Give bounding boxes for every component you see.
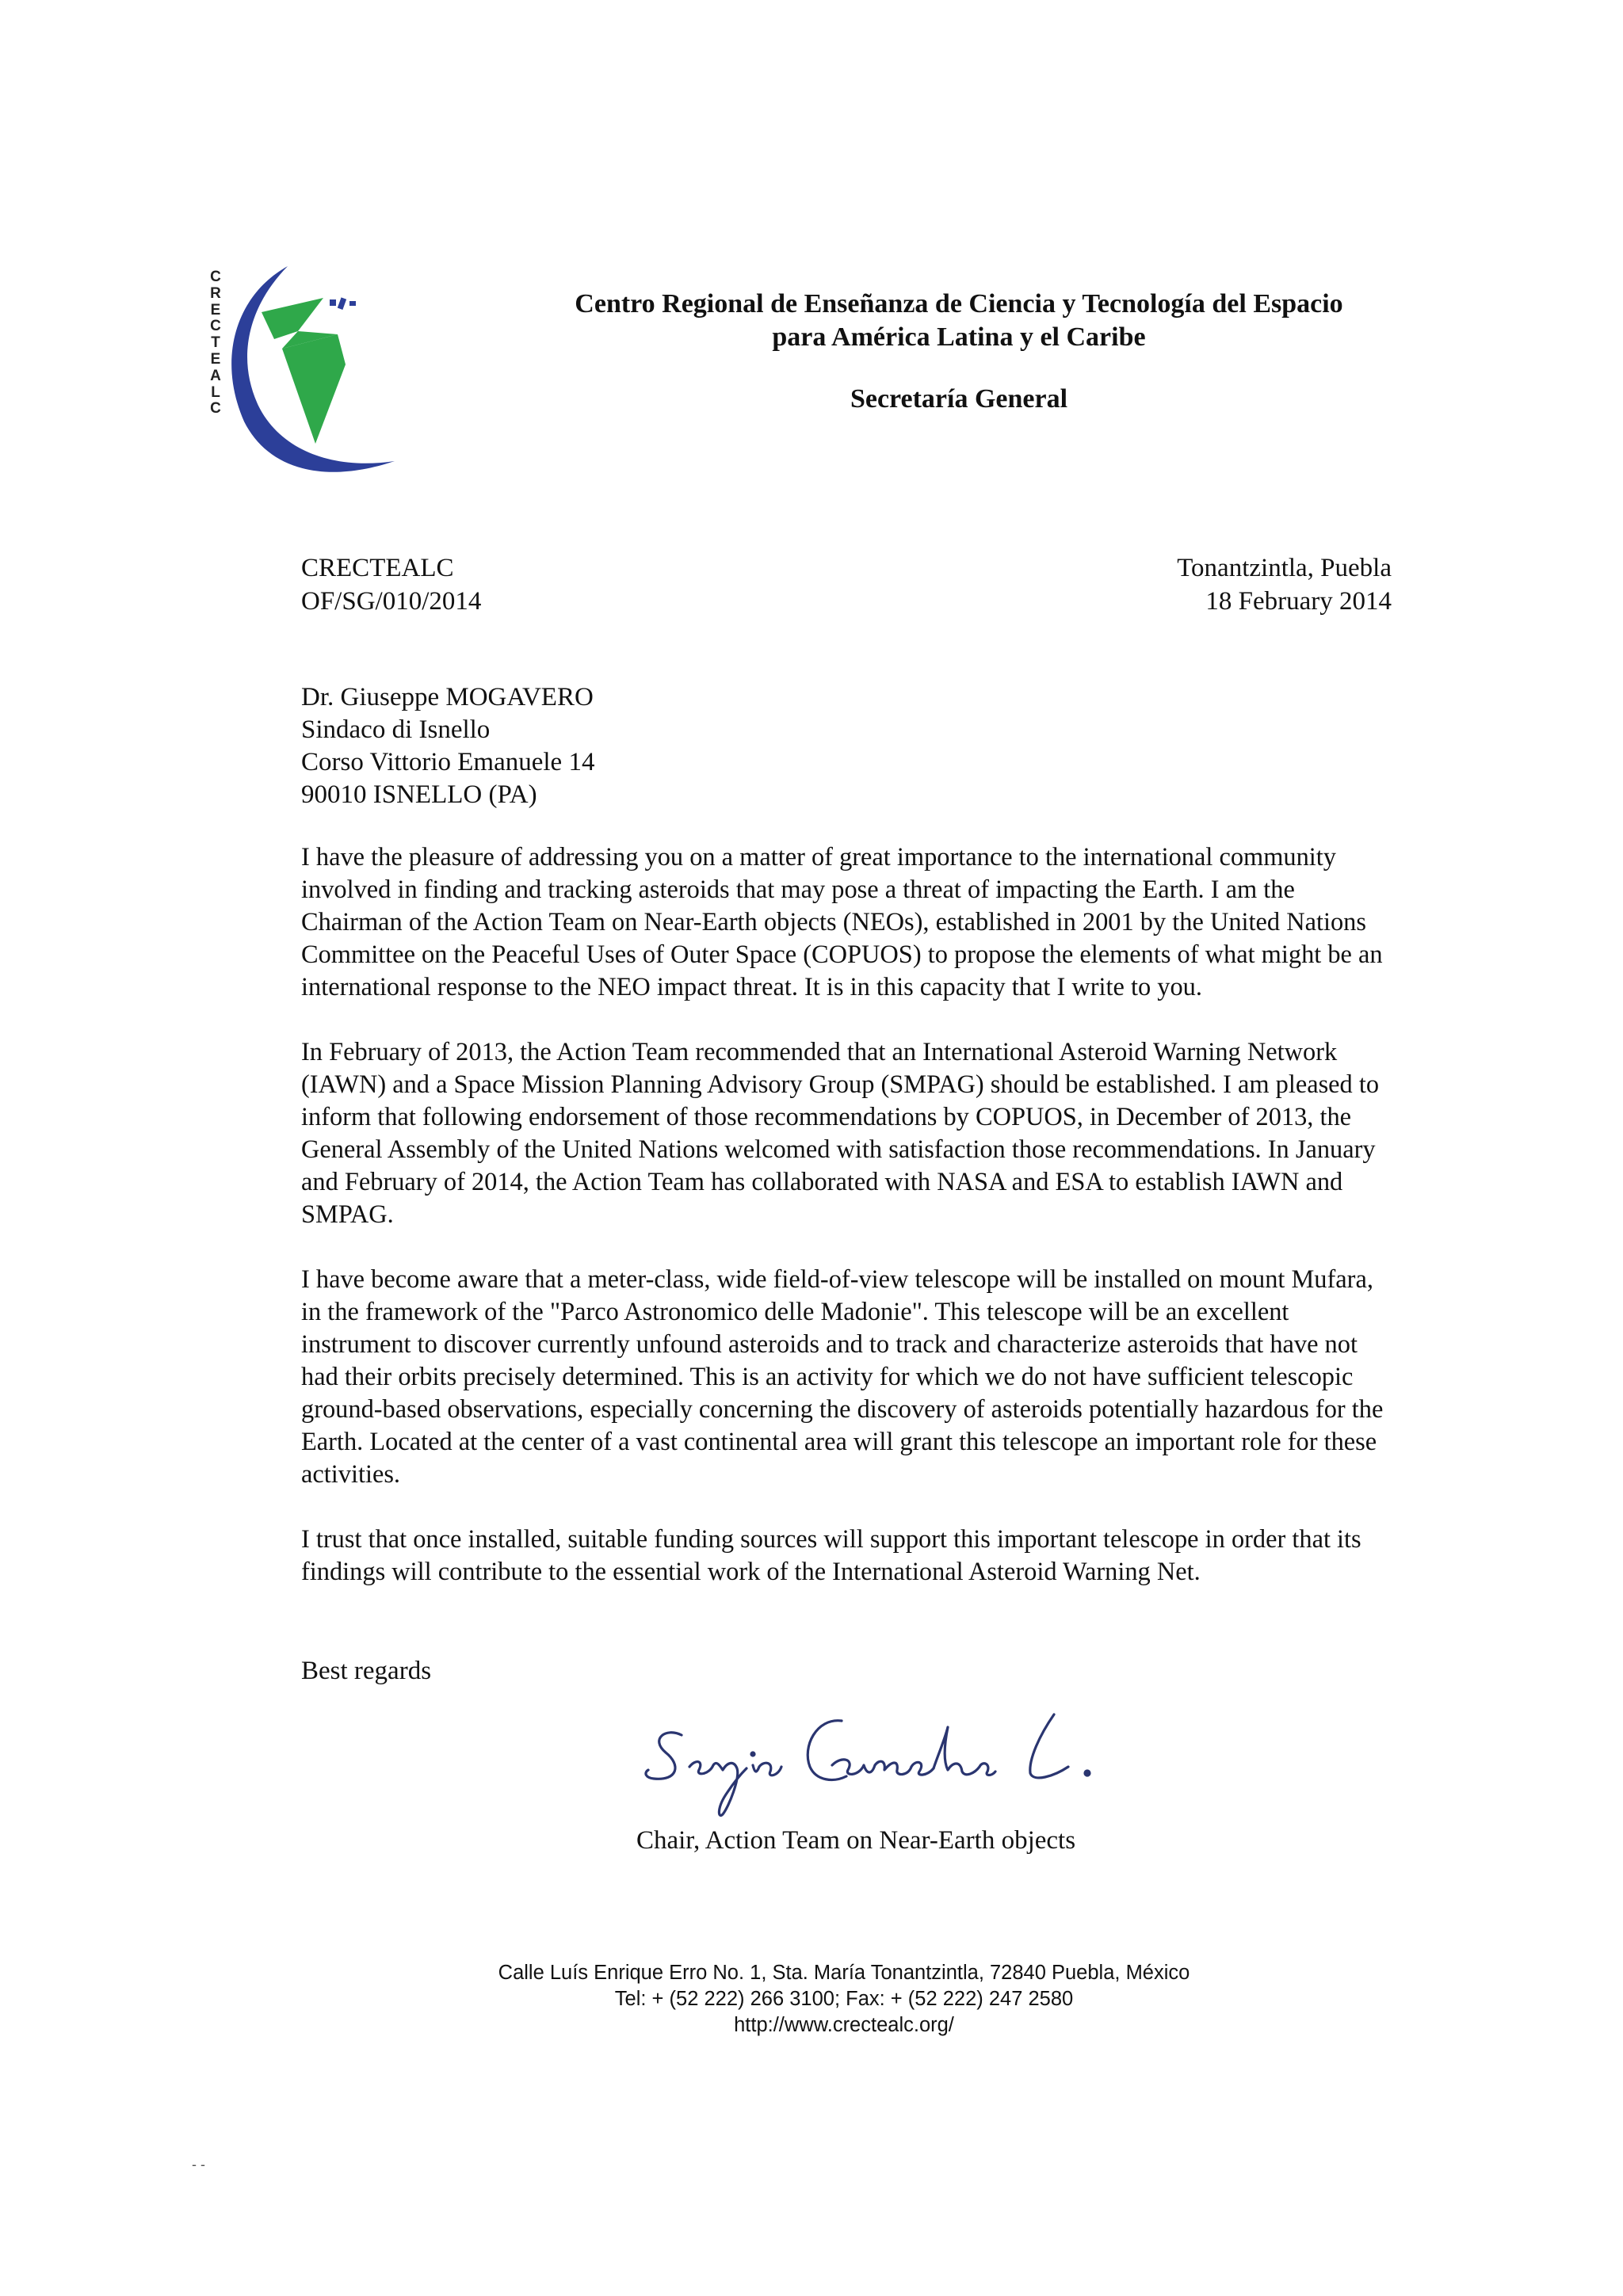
place: Tonantzintla, Puebla xyxy=(1177,554,1392,582)
recipient-line: Dr. Giuseppe MOGAVERO xyxy=(301,683,594,711)
logo-letter: T xyxy=(211,334,220,352)
page-marker: - - xyxy=(192,2157,205,2172)
closing: Best regards xyxy=(301,1657,432,1685)
letter-body xyxy=(301,841,1395,1621)
recipient-line: 90010 ISNELLO (PA) xyxy=(301,780,537,809)
letterhead xyxy=(491,288,1426,416)
letterhead-line-2: para América Latina y el Caribe xyxy=(772,322,1146,352)
body-paragraph: I trust that once installed, suitable funding sources will support this important telescope in order that its findings will contribute to the essential work of the International Asteroid Warning Net. xyxy=(301,1525,1361,1586)
letterhead-subtitle: Secretaría General xyxy=(850,384,1068,414)
body-paragraph: In February of 2013, the Action Team recommended that an International Asteroid Warning Network (IAWN) and a Space Mission Planning Advisory Group (SMPAG) should be established. I am pleased to inform that following endorsement of those recommendations by COPUOS, in December of 2013, the General Assembly of the United Nations welcomed with satisfaction those recommendations. In January and February of 2014, the Action Team has collaborated with NASA and ESA to establish IAWN and SMPAG. xyxy=(301,1038,1380,1229)
logo-letter: A xyxy=(210,367,221,384)
recipient-address xyxy=(301,681,594,811)
footer-phone: Tel: + (52 222) 266 3100; Fax: + (52 222) 247 2580 xyxy=(614,1988,1074,2010)
logo-letter: E xyxy=(210,350,221,368)
handwritten-signature xyxy=(634,1703,1109,1818)
reference-org: CRECTEALC xyxy=(301,554,454,582)
logo-letter: C xyxy=(210,318,221,335)
signatory-title: Chair, Action Team on Near-Earth objects xyxy=(636,1826,1076,1855)
recipient-line: Sindaco di Isnello xyxy=(301,715,491,744)
logo-letter: R xyxy=(210,284,221,302)
footer-url[interactable]: http://www.crectealc.org/ xyxy=(734,2014,954,2036)
letter-footer xyxy=(412,1960,1276,2039)
logo-letter: L xyxy=(211,383,220,401)
letterhead-line-1: Centro Regional de Enseñanza de Ciencia y Tecnología del Espacio xyxy=(575,289,1343,318)
logo-letter: C xyxy=(210,400,221,418)
logo-letter: C xyxy=(210,269,221,285)
footer-address: Calle Luís Enrique Erro No. 1, Sta. María Tonantzintla, 72840 Puebla, México xyxy=(498,1962,1190,1984)
reference-block xyxy=(301,551,481,618)
body-paragraph: I have the pleasure of addressing you on a matter of great importance to the international community involved in finding and tracking asteroids that may pose a threat of impacting the Earth. I am the Chairman of the Action Team on Near-Earth objects (NEOs), established in 2001 by the United Nations Committee on the Peaceful Uses of Outer Space (COPUOS) to propose the elements of what might be an international response to the NEO impact threat. It is in this capacity that I write to you. xyxy=(301,843,1383,1001)
recipient-line: Corso Vittorio Emanuele 14 xyxy=(301,748,595,776)
logo-letter: E xyxy=(210,301,221,318)
date: 18 February 2014 xyxy=(1205,587,1392,616)
place-date-block xyxy=(1177,551,1392,618)
reference-number: OF/SG/010/2014 xyxy=(301,587,482,616)
organization-logo-icon xyxy=(204,263,395,481)
body-paragraph: I have become aware that a meter-class, wide field-of-view telescope will be installed on mount Mufara, in the framework of the "Parco Astronomico delle Madonie". This telescope will be an excellent instrument to discover currently unfound asteroids and to track and characterize asteroids that have not had their orbits precisely determined. This is an activity for which we do not have sufficient telescopic ground-based observations, especially concerning the discovery of asteroids potentially hazardous for the Earth. Located at the center of a vast continental area will grant this telescope an important role for these activities. xyxy=(301,1265,1384,1489)
